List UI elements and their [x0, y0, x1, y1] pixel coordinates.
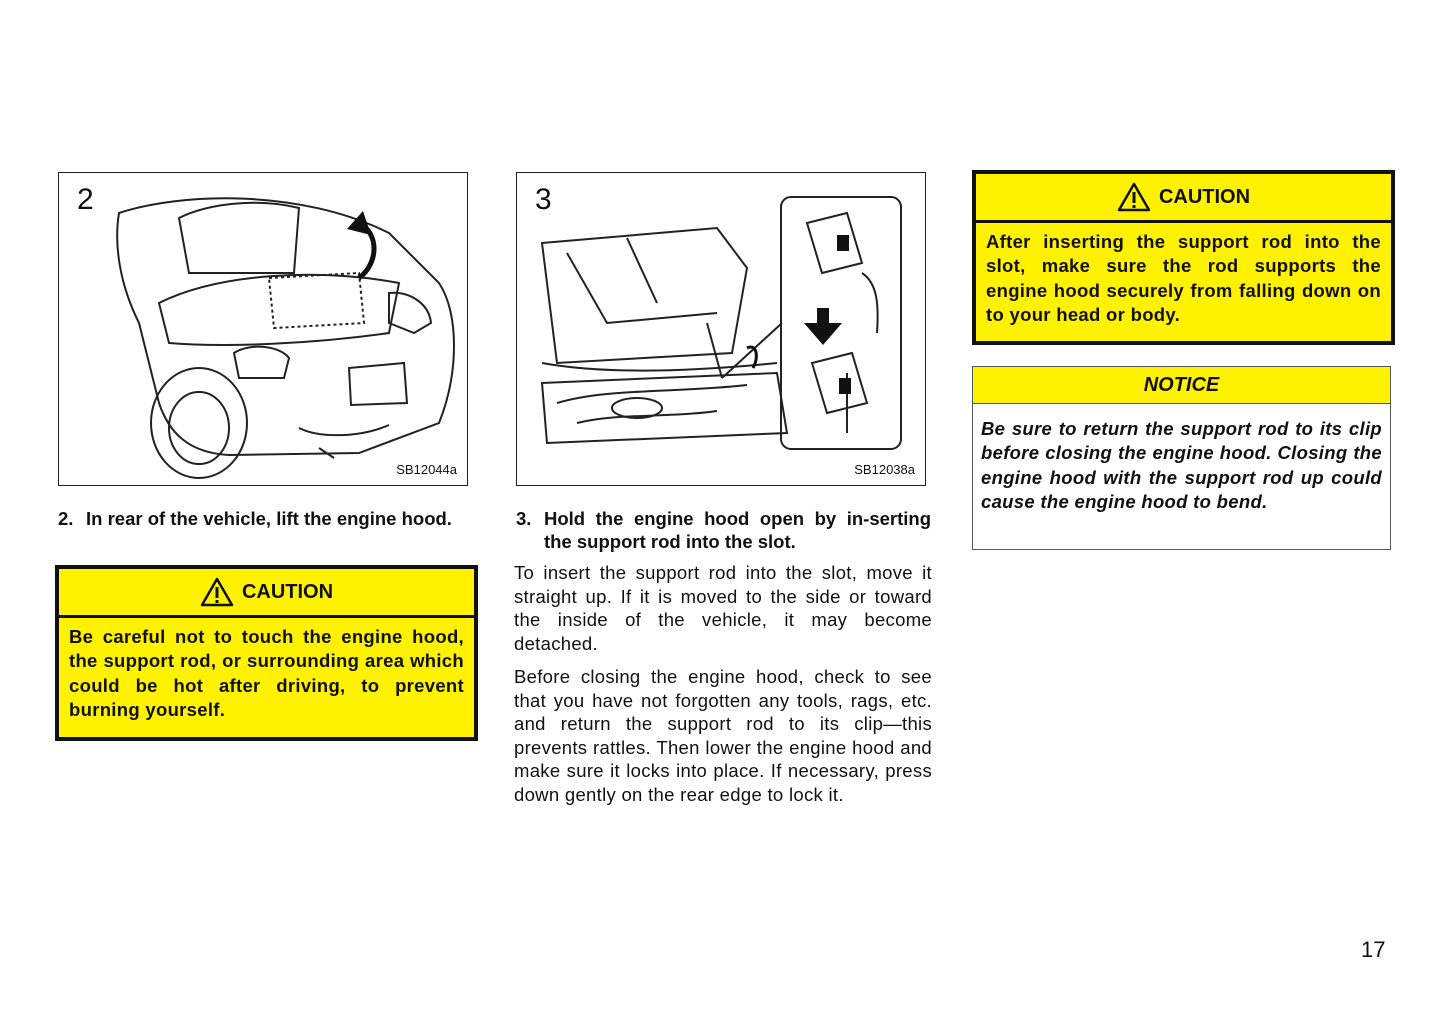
notice-box: [972, 366, 1391, 550]
step-text: Hold the engine hood open by in-serting the support rod into the slot.: [544, 508, 931, 552]
figure-code: SB12044a: [396, 462, 457, 477]
engine-hood-support-illustration: [517, 173, 925, 485]
caution-box-right: [972, 170, 1395, 345]
figure-3: [516, 172, 926, 486]
step-number: 2.: [58, 508, 74, 529]
caution-text: After inserting the support rod into the slot, make sure the rod supports the engine hood securely from falling down on to your head or body.: [986, 231, 1381, 325]
step-2: [58, 507, 473, 555]
figure-number: 3: [535, 183, 552, 216]
caution-text: Be careful not to touch the engine hood, the support rod, or surrounding area which could be hot after driving, to prevent burning yourself.: [69, 626, 464, 720]
step-3: [516, 507, 931, 555]
notice-title: NOTICE: [973, 367, 1390, 404]
caution-box-left: [55, 565, 478, 741]
page-number: 17: [1361, 937, 1386, 962]
caution-header: [976, 174, 1391, 223]
step-text: In rear of the vehicle, lift the engine hood.: [86, 508, 452, 529]
notice-text: Be sure to return the support rod to its clip before closing the engine hood. Closing the engine hood with the support rod up could cause the engine hood to bend.: [981, 418, 1382, 512]
paragraph-insert-rod: To insert the support rod into the slot, move it straight up. If it is moved to the side or toward the inside of the vehicle, it may become detached.: [514, 562, 932, 654]
car-rear-illustration: [59, 173, 467, 485]
warning-triangle-icon: [200, 577, 234, 607]
caution-header: [59, 569, 474, 618]
warning-triangle-icon: [1117, 182, 1151, 212]
paragraph-before-closing: Before closing the engine hood, check to see that you have not forgotten any tools, rags, etc. and return the support rod to its clip—this prevents rattles. Then lower the engine hood and make sure it locks into place. If necessary, press down gently on the rear edge to lock it.: [514, 666, 932, 805]
figure-number: 2: [77, 183, 94, 216]
caution-title: CAUTION: [1158, 185, 1251, 208]
step-number: 3.: [516, 508, 532, 529]
figure-2: [58, 172, 468, 486]
caution-title: CAUTION: [241, 580, 334, 603]
figure-code: SB12038a: [854, 462, 915, 477]
